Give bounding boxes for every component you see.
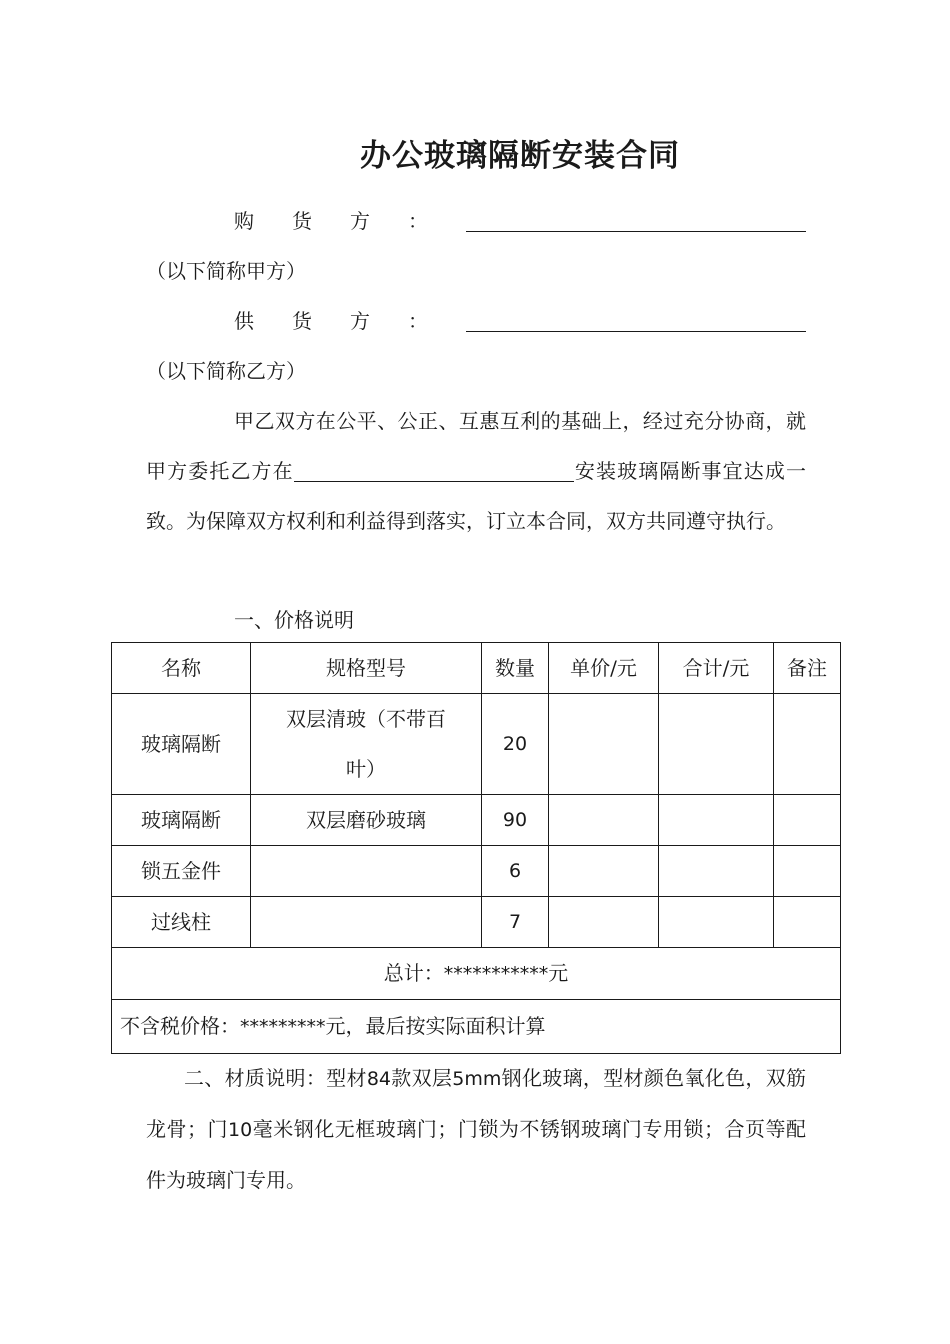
cell-note — [774, 846, 841, 897]
cell-unit-price — [549, 846, 659, 897]
cell-unit-price — [549, 694, 659, 795]
cell-note — [774, 897, 841, 948]
cell-total — [659, 897, 774, 948]
cell-total — [659, 694, 774, 795]
cell-unit-price — [549, 795, 659, 846]
header-spec: 规格型号 — [251, 643, 482, 694]
section2-mid1: 款双层 — [391, 1066, 453, 1090]
table-row — [112, 846, 841, 897]
total-label: 总计： — [383, 961, 444, 985]
section2-num1: 84 — [366, 1068, 391, 1090]
cell-spec — [251, 846, 482, 897]
cell-spec — [251, 897, 482, 948]
seller-label: 供货方： — [234, 309, 466, 333]
buyer-line — [146, 196, 806, 296]
section2-prefix: 二、材质说明：型材 — [184, 1066, 367, 1090]
section2-num3: 10 — [228, 1119, 253, 1141]
header-note: 备注 — [774, 643, 841, 694]
seller-suffix: （以下简称乙方） — [146, 359, 306, 383]
header-qty: 数量 — [482, 643, 549, 694]
table-row — [112, 795, 841, 846]
pretax-rest: 元，最后按实际面积计算 — [325, 1014, 546, 1038]
cell-name: 玻璃隔断 — [112, 694, 251, 795]
price-table — [111, 642, 841, 1054]
cell-qty: 6 — [482, 846, 549, 897]
buyer-suffix: （以下简称甲方） — [146, 259, 306, 283]
cell-total — [659, 846, 774, 897]
table-total-row — [112, 948, 841, 1000]
cell-spec: 双层清玻（不带百叶） — [251, 694, 482, 795]
table-row — [112, 897, 841, 948]
table-row — [112, 694, 841, 795]
cell-qty: 7 — [482, 897, 549, 948]
intro-part1: 甲乙双方在公平、公正、互惠互利的基础上，经过充分协商，就甲方委托乙方在 — [146, 409, 806, 483]
pretax-cell — [112, 1000, 841, 1054]
section2-paragraph — [146, 1053, 806, 1205]
intro-paragraph — [146, 396, 806, 546]
seller-blank — [466, 305, 806, 332]
intro-part2: 安装玻璃隔断事宜达成一致。为保障双方权利和利益得到落实，订立本合同，双方共同遵守执行。 — [146, 459, 807, 533]
location-blank — [294, 455, 574, 482]
total-cell — [112, 948, 841, 1000]
pretax-label: 不含税价格： — [120, 1014, 240, 1038]
seller-line — [146, 296, 806, 396]
header-unit-price: 单价/元 — [549, 643, 659, 694]
table-pretax-row — [112, 1000, 841, 1054]
cell-qty: 90 — [482, 795, 549, 846]
cell-spec: 双层磨砂玻璃 — [251, 795, 482, 846]
total-unit: 元 — [548, 961, 569, 985]
document-title: 办公玻璃隔断安装合同 — [360, 138, 680, 174]
table-header-row — [112, 643, 841, 694]
section2-num2: 5mm — [452, 1068, 502, 1090]
buyer-blank — [466, 205, 806, 232]
pretax-value: ********* — [240, 1016, 326, 1038]
cell-name: 过线柱 — [112, 897, 251, 948]
buyer-label: 购货方： — [234, 209, 466, 233]
section2-rest: 毫米钢化无框玻璃门；门锁为不锈钢玻璃门专用锁；合页等配件为玻璃门专用。 — [146, 1117, 807, 1192]
header-name: 名称 — [112, 643, 251, 694]
total-value: *********** — [443, 963, 549, 985]
header-total: 合计/元 — [659, 643, 774, 694]
section1-heading: 一、价格说明 — [234, 608, 354, 632]
cell-note — [774, 795, 841, 846]
cell-name: 锁五金件 — [112, 846, 251, 897]
cell-qty: 20 — [482, 694, 549, 795]
cell-note — [774, 694, 841, 795]
section2-mid2: 钢化玻璃，型材颜色氧化色，双筋龙骨；门 — [146, 1066, 807, 1141]
cell-total — [659, 795, 774, 846]
cell-unit-price — [549, 897, 659, 948]
cell-name: 玻璃隔断 — [112, 795, 251, 846]
